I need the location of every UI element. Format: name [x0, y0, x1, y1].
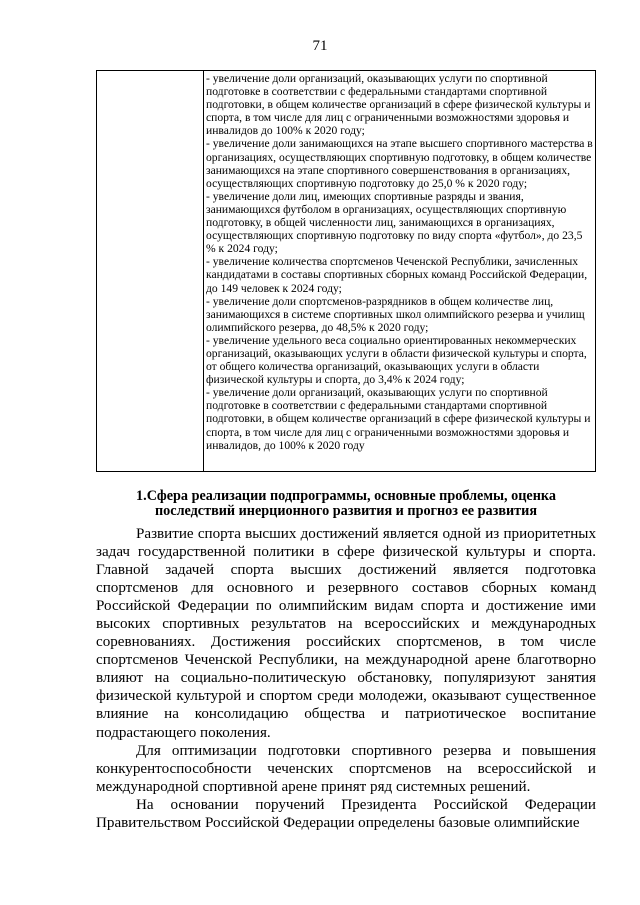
page-number: 71: [312, 38, 328, 54]
table-list-item: - увеличение доли организаций, оказывающих услуги по спортивной подготовке в соответствии с федеральными стандартами спортивной подготовки, в общем количестве организаций в сфере физической культуры и спорта, в том числе для лиц с ограниченными возможностями здоровья и инвалидов, до 100% к 2020 году: [206, 386, 591, 452]
indicators-table: [96, 70, 596, 472]
table-list-item: - увеличение количества спортсменов Чеченской Республики, зачисленных кандидатами в составы спортивных сборных команд Российской Федерации, до 149 человек к 2024 году;: [206, 255, 588, 295]
table-list-item: - увеличение доли спортсменов-разрядников в общем количестве лиц, занимающихся в системе спортивных школ олимпийского резерва и училищ олимпийского резерва, до 48,5% к 2020 году;: [206, 294, 585, 334]
section-body: [96, 525, 596, 832]
section-heading: 1.Сфера реализации подпрограммы, основные проблемы, оценка последствий инерционного развития и прогноз ее развития: [136, 488, 556, 519]
body-paragraph: Развитие спорта высших достижений является одной из приоритетных задач государственной политики в сфере физической культуры и спорта. Главной задачей спорта высших достижений является подготовка спортсменов для основного и резервного составов сборных команд Российской Федерации по олимпийским видам спорта и достижение ими высоких спортивных результатов на всероссийских и международных соревнованиях. Достижения российских спортсменов, в том числе спортсменов Чеченской Республики, на международной арене благотворно влияют на социально-политическую обстановку, популяризуют занятия физической культурой и спортом среди молодежи, оказывают существенное влияние на консолидацию общества и патриотическое воспитание подрастающего поколения.: [96, 526, 596, 741]
body-paragraph: Для оптимизации подготовки спортивного резерва и повышения конкурентоспособности чеченских спортсменов на всероссийской и международной спортивной арене принят ряд системных решений.: [96, 742, 596, 795]
table-list-item: - увеличение удельного веса социально ориентированных некоммерческих организаций, оказывающих услуги в области физической культуры и спорта, от общего количества организаций, оказывающих услуги в области физической культуры и спорта, до 3,4% к 2024 году;: [206, 333, 587, 387]
table-list-item: - увеличение доли занимающихся на этапе высшего спортивного мастерства в организациях, осуществляющих спортивную подготовку, в общем количестве занимающихся на этапе спортивного совершенствования в организациях, осуществляющих спортивную подготовку до 25,0 % к 2020 году;: [206, 137, 593, 190]
table-list-item: - увеличение доли организаций, оказывающих услуги по спортивной подготовке в соответствии с федеральными стандартами спортивной подготовки, в общем количестве организаций в сфере физической культуры и спорта, в том числе для лиц с ограниченными возможностями здоровья и инвалидов до 100% к 2020 году;: [206, 72, 591, 138]
body-paragraph: На основании поручений Президента Российской Федерации Правительством Российской Федерации определены базовые олимпийские: [96, 796, 596, 831]
table-left-cell: [97, 71, 204, 471]
table-list-item: - увеличение доли лиц, имеющих спортивные разряды и звания, занимающихся футболом в организациях, осуществляющих спортивную подготовку, в общей численности лиц, занимающихся в организациях, осуществляющих спортивную подготовку по виду спорта «футбол», до 23,5 % к 2024 году;: [206, 189, 583, 256]
table-right-cell: [204, 72, 593, 471]
